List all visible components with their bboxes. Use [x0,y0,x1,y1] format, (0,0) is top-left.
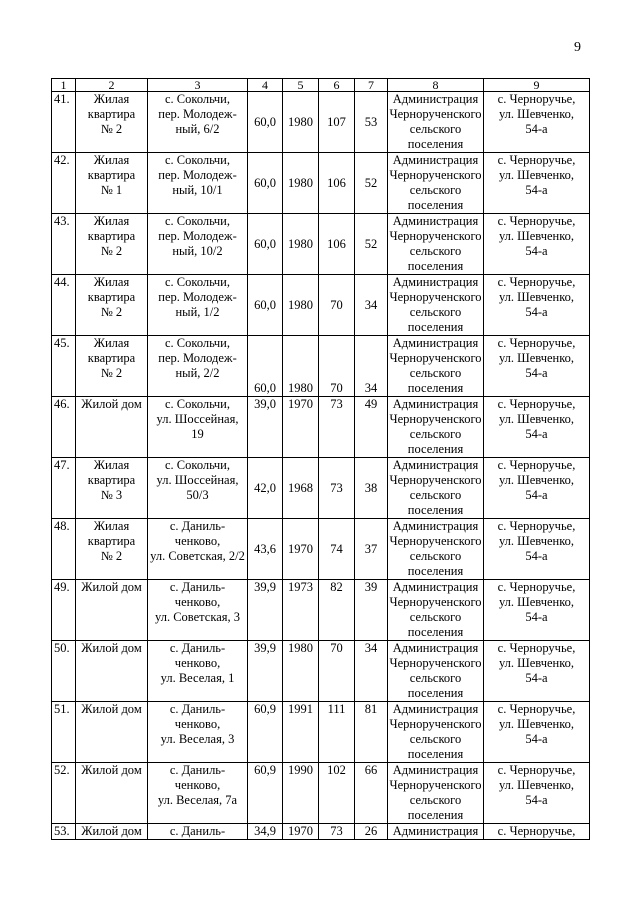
cell-line: ул. Шевченко, [498,717,575,731]
table-row [52,580,590,641]
object-type [76,92,148,153]
cell-line: с. Даниль- [169,641,226,655]
cell-line: ченково, [174,656,221,670]
build-year: 1968 [283,458,319,519]
column-header: 9 [484,79,590,92]
cell-line: Администрация [392,580,479,594]
holder-address [484,580,590,641]
value-col-7: 38 [355,458,388,519]
cell-line: Жилой дом [81,397,142,411]
cell-line: поселения [407,564,464,578]
object-address [148,336,248,397]
row-number: 44. [52,275,76,336]
cell-line: Администрация [392,336,479,350]
cell-line: № 2 [100,122,123,136]
object-type [76,519,148,580]
cell-line: Чернорученского [389,168,482,182]
cell-line: 50/3 [186,488,209,502]
table-row [52,458,590,519]
cell-line: № 1 [100,183,123,197]
cell-line: с. Сокольчи, [165,397,230,411]
page-number: 9 [574,40,581,55]
cell-line: ный, 6/2 [175,122,220,136]
holder-name [388,702,484,763]
table-row [52,92,590,153]
cell-line: поселения [407,503,464,517]
cell-line: Чернорученского [389,290,482,304]
cell-line: квартира [87,290,136,304]
cell-line: Чернорученского [389,412,482,426]
holder-address: с. Черноручье, [484,824,590,840]
object-area: 60,0 [248,92,283,153]
object-type [76,397,148,458]
cell-line: ул. Веселая, 7а [157,793,238,807]
cell-line: сельского [409,732,462,746]
cell-line: пер. Молодеж- [158,168,237,182]
column-header: 8 [388,79,484,92]
table-row [52,214,590,275]
holder-address [484,153,590,214]
cell-line: Жилой дом [81,702,142,716]
cell-line: с. Черноручье, [497,702,576,716]
cell-line: 54-а [525,549,548,563]
row-number: 41. [52,92,76,153]
value-col-6: 70 [319,641,355,702]
cell-line: с. Сокольчи, [165,458,230,472]
cell-line: сельского [409,122,462,136]
property-register-table [51,78,590,840]
object-type [76,336,148,397]
cell-line: с. Даниль- [169,763,226,777]
holder-name [388,580,484,641]
value-col-6: 74 [319,519,355,580]
build-year: 1970 [283,397,319,458]
cell-line: ул. Шевченко, [498,595,575,609]
table-row [52,702,590,763]
object-type [76,763,148,824]
cell-line: 54-а [525,244,548,258]
object-address [148,275,248,336]
header-row [52,79,590,92]
value-col-7: 34 [355,336,388,397]
cell-line: ул. Шевченко, [498,229,575,243]
cell-line: с. Черноручье, [497,763,576,777]
cell-line: с. Даниль- [169,580,226,594]
object-address [148,153,248,214]
cell-line: Жилая [93,275,130,289]
cell-line: поселения [407,381,464,395]
build-year: 1980 [283,336,319,397]
value-col-6: 73 [319,824,355,840]
cell-line: с. Даниль- [169,702,226,716]
cell-line: № 2 [100,305,123,319]
cell-line: Чернорученского [389,778,482,792]
build-year: 1970 [283,824,319,840]
column-header: 5 [283,79,319,92]
cell-line: с. Сокольчи, [165,336,230,350]
cell-line: Чернорученского [389,717,482,731]
row-number: 46. [52,397,76,458]
row-number: 42. [52,153,76,214]
cell-line: Жилая [93,519,130,533]
cell-line: ный, 10/1 [172,183,223,197]
cell-line: с. Черноручье, [497,458,576,472]
cell-line: Администрация [392,641,479,655]
cell-line: ул. Шевченко, [498,168,575,182]
cell-line: поселения [407,137,464,151]
value-col-7: 34 [355,275,388,336]
holder-address [484,275,590,336]
object-area: 60,9 [248,702,283,763]
table-row [52,336,590,397]
cell-line: сельского [409,183,462,197]
object-area: 60,0 [248,153,283,214]
cell-line: 54-а [525,793,548,807]
cell-line: поселения [407,442,464,456]
value-col-6: 107 [319,92,355,153]
cell-line: Чернорученского [389,107,482,121]
cell-line: с. Сокольчи, [165,214,230,228]
object-type [76,641,148,702]
object-address [148,763,248,824]
column-header: 6 [319,79,355,92]
cell-line: сельского [409,488,462,502]
cell-line: Чернорученского [389,473,482,487]
cell-line: сельского [409,305,462,319]
row-number: 53. [52,824,76,840]
cell-line: квартира [87,168,136,182]
object-area: 60,0 [248,336,283,397]
cell-line: поселения [407,808,464,822]
cell-line: Жилая [93,458,130,472]
cell-line: 54-а [525,122,548,136]
holder-name [388,275,484,336]
row-number: 48. [52,519,76,580]
cell-line: 19 [191,427,204,441]
cell-line: ул. Шевченко, [498,351,575,365]
cell-line: 54-а [525,610,548,624]
cell-line: Администрация [392,153,479,167]
holder-name: Администрация [388,824,484,840]
cell-line: пер. Молодеж- [158,229,237,243]
cell-line: поселения [407,686,464,700]
cell-line: 54-а [525,183,548,197]
cell-line: поселения [407,625,464,639]
object-type [76,214,148,275]
build-year: 1990 [283,763,319,824]
value-col-7: 66 [355,763,388,824]
cell-line: с. Сокольчи, [165,153,230,167]
cell-line: пер. Молодеж- [158,107,237,121]
holder-address [484,92,590,153]
object-address: с. Даниль- [148,824,248,840]
cell-line: ул. Шевченко, [498,473,575,487]
cell-line: сельского [409,610,462,624]
value-col-6: 106 [319,214,355,275]
holder-name [388,336,484,397]
cell-line: Жилая [93,336,130,350]
holder-name [388,458,484,519]
cell-line: ул. Шевченко, [498,656,575,670]
cell-line: Жилая [93,214,130,228]
holder-name [388,153,484,214]
value-col-6: 70 [319,275,355,336]
cell-line: с. Черноручье, [497,397,576,411]
cell-line: с. Черноручье, [497,519,576,533]
object-address [148,580,248,641]
cell-line: Администрация [392,458,479,472]
cell-line: сельского [409,427,462,441]
cell-line: Чернорученского [389,229,482,243]
cell-line: поселения [407,259,464,273]
cell-line: 54-а [525,488,548,502]
cell-line: с. Черноручье, [497,153,576,167]
object-area: 60,9 [248,763,283,824]
holder-name [388,214,484,275]
row-number: 47. [52,458,76,519]
cell-line: Чернорученского [389,656,482,670]
cell-line: Администрация [392,519,479,533]
cell-line: с. Черноручье, [497,214,576,228]
object-type [76,702,148,763]
holder-name [388,92,484,153]
build-year: 1980 [283,214,319,275]
holder-address [484,214,590,275]
value-col-7: 49 [355,397,388,458]
cell-line: Жилая [93,153,130,167]
cell-line: ченково, [174,534,221,548]
cell-line: ул. Шоссейная, [156,473,239,487]
cell-line: ул. Шевченко, [498,107,575,121]
holder-address [484,397,590,458]
cell-line: с. Черноручье, [497,641,576,655]
cell-line: поселения [407,747,464,761]
object-area: 42,0 [248,458,283,519]
holder-address [484,336,590,397]
value-col-7: 26 [355,824,388,840]
value-col-7: 53 [355,92,388,153]
cell-line: квартира [87,107,136,121]
cell-line: № 2 [100,549,123,563]
holder-name [388,397,484,458]
value-col-6: 73 [319,397,355,458]
object-area: 39,0 [248,397,283,458]
table-row [52,153,590,214]
column-header: 3 [148,79,248,92]
object-type: Жилой дом [76,824,148,840]
holder-name [388,763,484,824]
table-row [52,641,590,702]
cell-line: 54-а [525,305,548,319]
object-address [148,92,248,153]
cell-line: пер. Молодеж- [158,290,237,304]
value-col-6: 73 [319,458,355,519]
cell-line: ченково, [174,717,221,731]
build-year: 1980 [283,92,319,153]
row-number: 45. [52,336,76,397]
cell-line: Жилой дом [81,763,142,777]
column-header: 4 [248,79,283,92]
cell-line: Администрация [392,702,479,716]
cell-line: Администрация [392,92,479,106]
value-col-6: 106 [319,153,355,214]
table-row [52,824,590,840]
table-row [52,519,590,580]
cell-line: Администрация [392,275,479,289]
cell-line: 54-а [525,366,548,380]
cell-line: Чернорученского [389,595,482,609]
value-col-7: 52 [355,153,388,214]
cell-line: квартира [87,229,136,243]
build-year: 1970 [283,519,319,580]
column-header: 1 [52,79,76,92]
cell-line: с. Даниль- [169,519,226,533]
cell-line: с. Черноручье, [497,92,576,106]
value-col-6: 102 [319,763,355,824]
holder-name [388,519,484,580]
cell-line: Жилой дом [81,580,142,594]
object-address [148,702,248,763]
table-row [52,275,590,336]
cell-line: пер. Молодеж- [158,351,237,365]
column-header: 2 [76,79,148,92]
row-number: 43. [52,214,76,275]
cell-line: квартира [87,534,136,548]
row-number: 50. [52,641,76,702]
cell-line: квартира [87,351,136,365]
value-col-7: 39 [355,580,388,641]
cell-line: ченково, [174,595,221,609]
value-col-7: 52 [355,214,388,275]
object-area: 39,9 [248,580,283,641]
build-year: 1991 [283,702,319,763]
cell-line: ул. Шевченко, [498,778,575,792]
cell-line: сельского [409,793,462,807]
cell-line: ул. Веселая, 3 [160,732,235,746]
cell-line: ул. Веселая, 1 [160,671,235,685]
row-number: 49. [52,580,76,641]
table-row [52,763,590,824]
cell-line: 54-а [525,671,548,685]
object-address [148,519,248,580]
cell-line: ченково, [174,778,221,792]
cell-line: ный, 10/2 [172,244,223,258]
object-area: 43,6 [248,519,283,580]
row-number: 52. [52,763,76,824]
value-col-6: 111 [319,702,355,763]
object-area: 60,0 [248,275,283,336]
cell-line: с. Черноручье, [497,336,576,350]
cell-line: ул. Советская, 3 [155,610,240,624]
object-area: 34,9 [248,824,283,840]
object-address [148,641,248,702]
cell-line: 54-а [525,732,548,746]
cell-line: № 2 [100,366,123,380]
cell-line: Чернорученского [389,534,482,548]
cell-line: сельского [409,549,462,563]
build-year: 1980 [283,641,319,702]
table-row [52,397,590,458]
holder-name [388,641,484,702]
value-col-6: 82 [319,580,355,641]
cell-line: ный, 1/2 [175,305,220,319]
object-address [148,214,248,275]
cell-line: Жилой дом [81,641,142,655]
cell-line: с. Сокольчи, [165,92,230,106]
value-col-7: 37 [355,519,388,580]
object-type [76,153,148,214]
cell-line: Администрация [392,214,479,228]
holder-address [484,763,590,824]
object-address [148,458,248,519]
object-address [148,397,248,458]
cell-line: сельского [409,671,462,685]
cell-line: с. Черноручье, [497,275,576,289]
cell-line: поселения [407,198,464,212]
holder-address [484,702,590,763]
build-year: 1980 [283,275,319,336]
object-area: 60,0 [248,214,283,275]
cell-line: ул. Шоссейная, [156,412,239,426]
build-year: 1980 [283,153,319,214]
cell-line: 54-а [525,427,548,441]
cell-line: ул. Шевченко, [498,534,575,548]
object-type [76,580,148,641]
cell-line: ул. Шевченко, [498,290,575,304]
build-year: 1973 [283,580,319,641]
holder-address [484,519,590,580]
cell-line: Жилая [93,92,130,106]
cell-line: ный, 2/2 [175,366,220,380]
value-col-6: 70 [319,336,355,397]
object-type [76,458,148,519]
object-type [76,275,148,336]
cell-line: Чернорученского [389,351,482,365]
column-header: 7 [355,79,388,92]
object-area: 39,9 [248,641,283,702]
cell-line: № 2 [100,244,123,258]
cell-line: № 3 [100,488,123,502]
row-number: 51. [52,702,76,763]
holder-address [484,641,590,702]
value-col-7: 34 [355,641,388,702]
cell-line: квартира [87,473,136,487]
cell-line: с. Сокольчи, [165,275,230,289]
cell-line: с. Черноручье, [497,580,576,594]
value-col-7: 81 [355,702,388,763]
cell-line: Администрация [392,397,479,411]
cell-line: Администрация [392,763,479,777]
cell-line: ул. Шевченко, [498,412,575,426]
cell-line: ул. Советская, 2/2 [150,549,245,563]
cell-line: сельского [409,366,462,380]
holder-address [484,458,590,519]
cell-line: сельского [409,244,462,258]
cell-line: поселения [407,320,464,334]
